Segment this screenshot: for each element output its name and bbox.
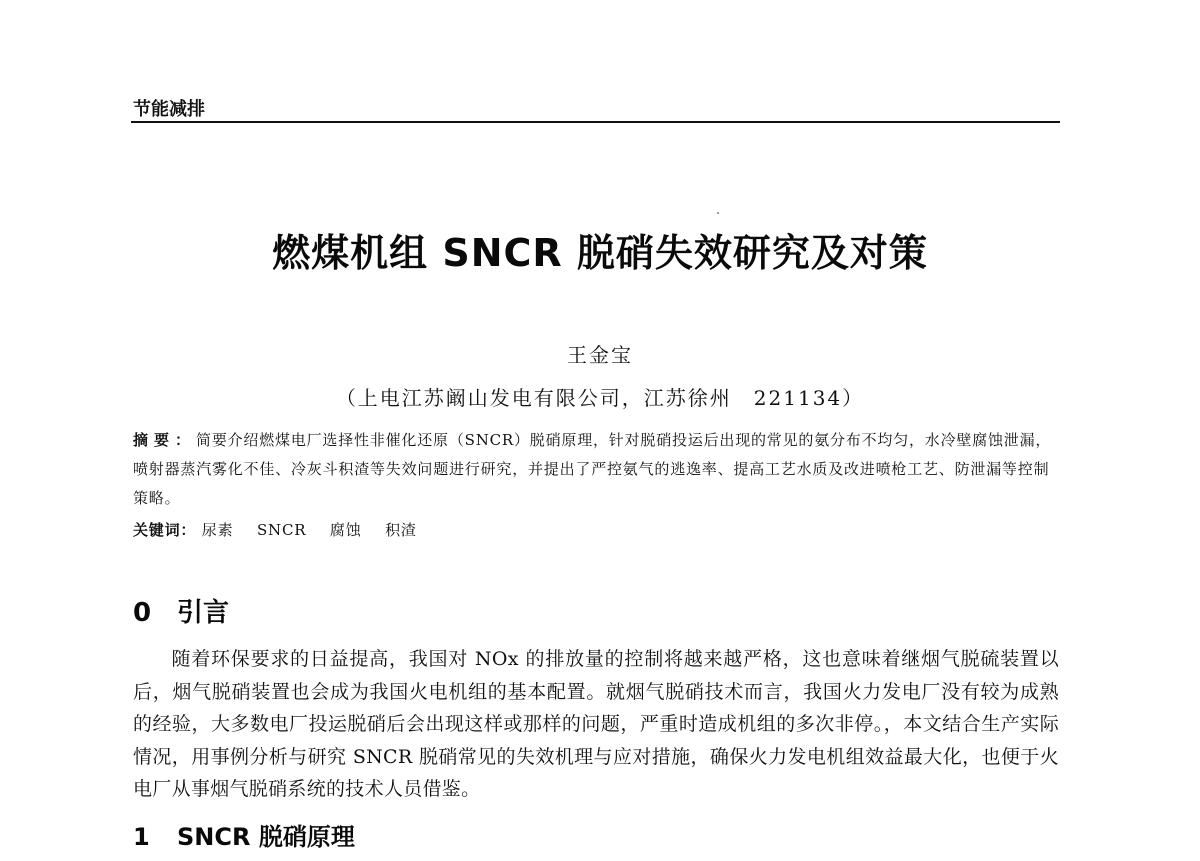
abstract-label: 摘要： <box>133 431 197 449</box>
header-rule <box>131 121 1060 123</box>
keyword: 尿素 <box>201 521 234 539</box>
keyword: 积渣 <box>385 521 417 539</box>
keywords <box>133 519 435 540</box>
running-header-section-tag: 节能减排 <box>133 99 205 120</box>
section-heading-sncr-principle <box>133 817 355 852</box>
intro-paragraph <box>133 643 1059 806</box>
section-number: 0 <box>133 598 152 628</box>
keyword: SNCR <box>256 521 307 539</box>
author-affiliation: （上电江苏阚山发电有限公司，江苏徐州 221134） <box>335 386 865 410</box>
intro-paragraph-text: 随着环保要求的日益提高，我国对 NOx 的排放量的控制将越来越严格，这也意味着继烟气脱硫装置以后，烟气脱硝装置也会成为我国火电机组的基本配置。就烟气脱硝技术而言，我国火力发电厂没有较为成熟的经验，大多数电厂投运脱硝后会出现这样或那样的问题，严重时造成机组的多次非停。，本文结合生产实际情况，用事例分析与研究 SNCR 脱硝常见的失效机理与应对措施，确保火力发电机组效益最大化，也便于火电厂从事烟气脱硝系统的技术人员借鉴。 <box>133 648 1059 800</box>
keywords-label: 关键词： <box>133 521 197 539</box>
section-title: 引言 <box>177 598 230 628</box>
abstract-text: 简要介绍燃煤电厂选择性非催化还原（SNCR）脱硝原理，针对脱硝投运后出现的常见的氨分布不均匀，水冷壁腐蚀泄漏，喷射器蒸汽雾化不佳、冷灰斗积渣等失效问题进行研究，并提出了严控氨气的逃逸率、提高工艺水质及改进喷枪工艺、防泄漏等控制策略。 <box>133 431 1052 507</box>
section-number: 1 <box>133 823 150 851</box>
section-title: SNCR 脱硝原理 <box>177 823 355 851</box>
author-name: 王金宝 <box>567 343 633 367</box>
abstract <box>133 426 1058 513</box>
paper-title: 燃煤机组 SNCR 脱硝失效研究及对策 <box>272 231 928 275</box>
scan-speck <box>717 212 719 214</box>
section-heading-intro <box>133 592 229 629</box>
keyword: 腐蚀 <box>329 521 362 539</box>
